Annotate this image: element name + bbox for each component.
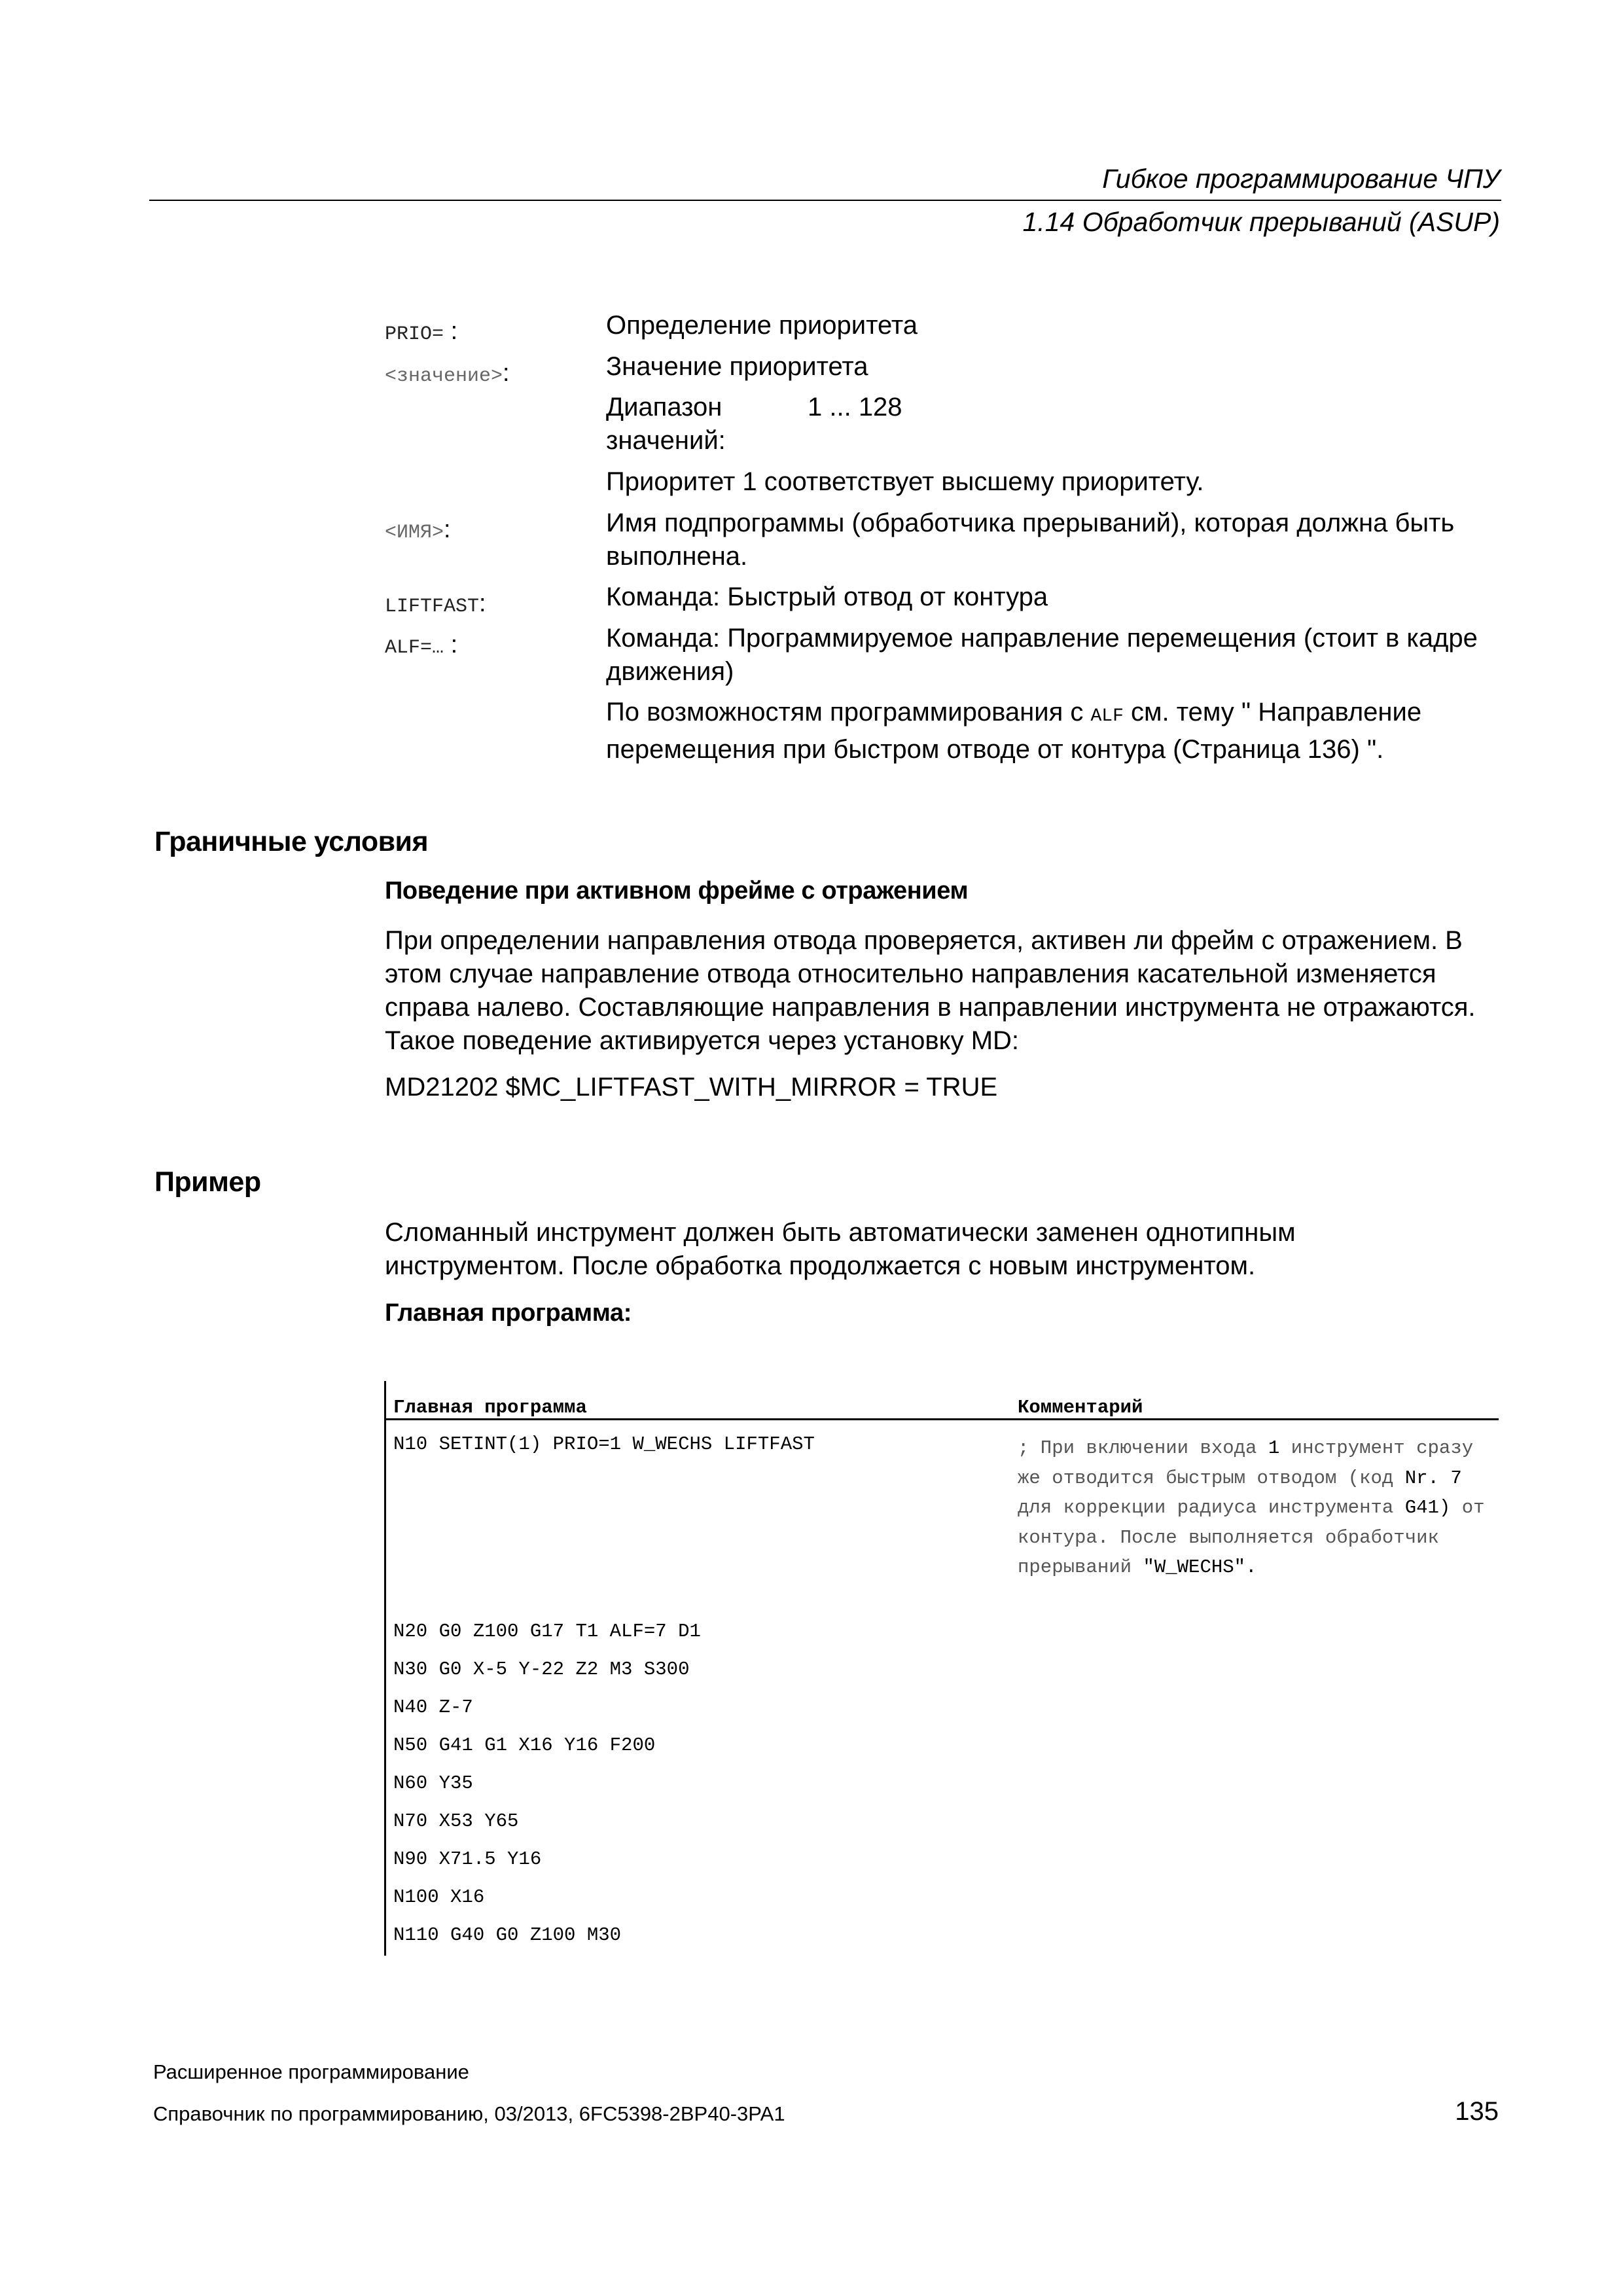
param-term-value: <значение>: xyxy=(385,359,510,387)
footer-manual-info: Справочник по программированию, 03/2013, 6FC5398-2BP40-3PA1 xyxy=(153,2102,785,2125)
priority-note: Приоритет 1 соответствует высшему приоритету. xyxy=(606,467,1204,496)
range-value: 1 ... 128 xyxy=(808,393,902,422)
code-line: N40 Z-7 xyxy=(393,1696,473,1718)
code-table xyxy=(384,1381,1499,1956)
column-header-program: Главная программа xyxy=(393,1397,587,1418)
subheading-main-program: Главная программа: xyxy=(385,1299,632,1327)
code-line: N60 Y35 xyxy=(393,1772,473,1794)
param-desc-name: Имя подпрограммы (обработчика прерываний), которая должна быть выполнена. xyxy=(606,509,1455,571)
code-line: N90 X71.5 Y16 xyxy=(393,1848,542,1870)
column-header-comment: Комментарий xyxy=(1018,1397,1143,1418)
code-line: N20 G0 Z100 G17 T1 ALF=7 D1 xyxy=(393,1621,701,1642)
boundary-paragraph: При определении направления отвода проверяется, активен ли фрейм с отражением. В этом случае направление отвода относительно направления касательной изменяется справа налево. Составляющие направления в направлении инструмента не отражаются. Такое поведение активируется через установку MD: xyxy=(385,926,1476,1055)
param-desc-alf: Команда: Программируемое направление перемещения (стоит в кадре движения) xyxy=(606,624,1478,686)
param-term-name: <ИМЯ>: xyxy=(385,516,451,544)
table-left-border xyxy=(384,1381,386,1956)
running-header-section: 1.14 Обработчик прерываний (ASUP) xyxy=(1022,207,1500,237)
example-paragraph: Сломанный инструмент должен быть автоматически заменен однотипным инструментом. После обработка продолжается с новым инструментом. xyxy=(385,1218,1296,1280)
code-comment: ; При включении входа 1 инструмент сразу же отводится быстрым отводом (код Nr. 7 для коррекции радиуса инструмента G41) от контура. После выполняется обработчик прерываний "W_WECHS". xyxy=(1018,1437,1485,1578)
running-header-title: Гибкое программирование ЧПУ xyxy=(1102,164,1500,194)
code-line: N100 X16 xyxy=(393,1886,485,1908)
code-line: N30 G0 X-5 Y-22 Z2 M3 S300 xyxy=(393,1659,690,1680)
param-term-prio: PRIO= : xyxy=(385,317,458,346)
table-header-rule xyxy=(386,1418,1499,1420)
code-line: N50 G41 G1 X16 Y16 F200 xyxy=(393,1734,656,1756)
subheading-mirror-frame: Поведение при активном фрейме с отражением xyxy=(385,877,969,905)
code-line: N70 X53 Y65 xyxy=(393,1810,519,1832)
param-term-alf: ALF=… : xyxy=(385,631,458,659)
machine-data-line: MD21202 $MC_LIFTFAST_WITH_MIRROR = TRUE xyxy=(385,1073,998,1102)
heading-boundary-conditions: Граничные условия xyxy=(154,826,429,857)
footer-book-title: Расширенное программирование xyxy=(153,2060,469,2083)
header-rule xyxy=(149,200,1501,201)
range-label: Диапазон значений: xyxy=(606,393,726,455)
code-line: N10 SETINT(1) PRIO=1 W_WECHS LIFTFAST xyxy=(393,1433,815,1455)
param-desc-liftfast: Команда: Быстрый отвод от контура xyxy=(606,583,1048,611)
param-term-liftfast: LIFTFAST: xyxy=(385,590,486,618)
param-desc-value: Значение приоритета xyxy=(606,352,868,381)
page-number: 135 xyxy=(1455,2097,1499,2126)
param-desc-prio: Определение приоритета xyxy=(606,311,918,340)
heading-example: Пример xyxy=(154,1166,261,1198)
alf-reference-note: По возможностям программирования с ALF см. тему " Направление перемещения при быстром отводе от контура (Страница 136) ". xyxy=(606,698,1422,764)
code-line: N110 G40 G0 Z100 M30 xyxy=(393,1924,622,1946)
